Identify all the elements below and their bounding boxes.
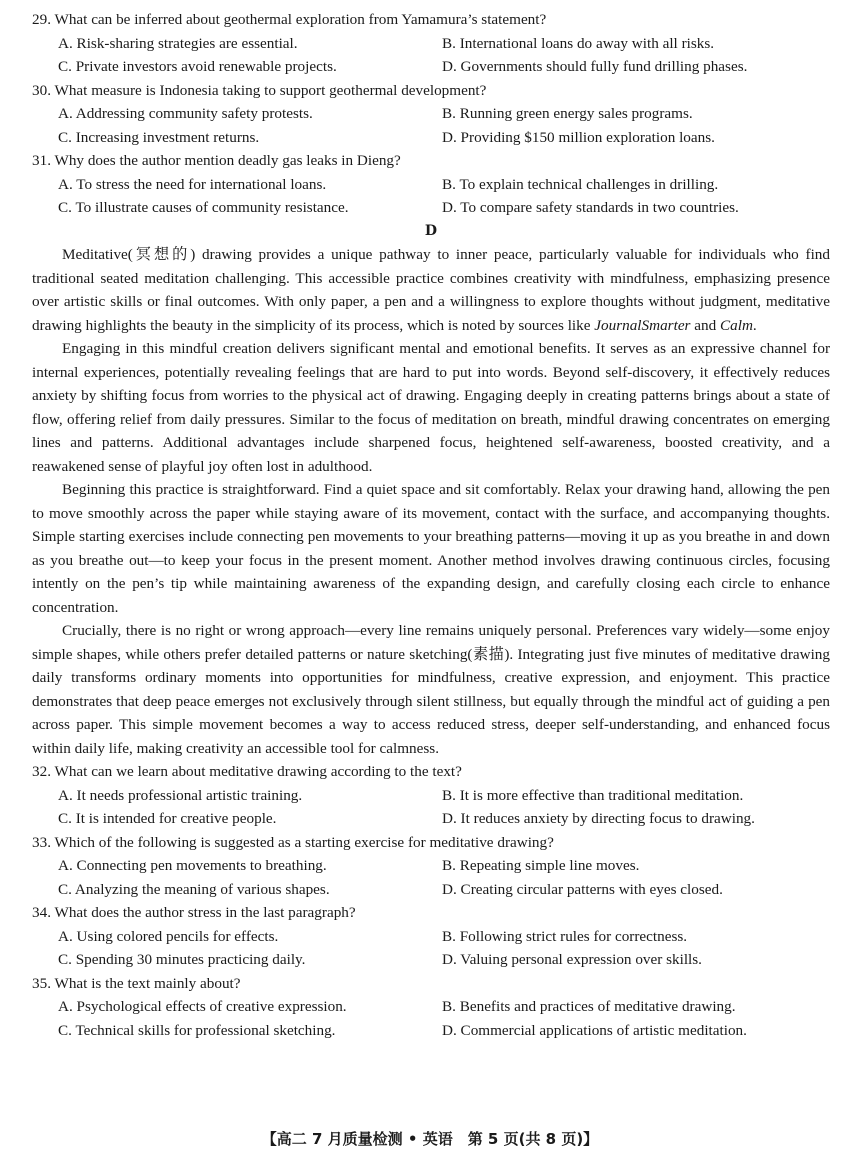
option: B. Repeating simple line moves.: [442, 857, 640, 874]
section-heading: D: [424, 222, 438, 239]
option: D. Governments should fully fund drilling phases.: [442, 58, 748, 75]
source-name: Calm: [720, 316, 753, 334]
question-31-options: [32, 173, 830, 220]
option: D. To compare safety standards in two countries.: [442, 199, 739, 216]
option: C. Private investors avoid renewable projects.: [58, 58, 337, 75]
paragraph-text: Meditative(冥想的) drawing provides a unique pathway to inner peace, particularly valuable for individuals who find traditional seated meditation challenging. This accessible practice combines creativity with mindfulness, emphasizing presence over artistic skills or final outcomes. With only paper, a pen and a willingness to explore thoughts without judgment, meditative drawing highlights the beauty in the simplicity of its process, which is noted by sources like: [32, 246, 830, 334]
option: B. To explain technical challenges in drilling.: [442, 175, 719, 193]
option: C. To illustrate causes of community resistance.: [58, 199, 349, 216]
option: D. Commercial applications of artistic meditation.: [442, 1021, 747, 1039]
source-name: JournalSmarter: [594, 316, 691, 334]
option: C. Analyzing the meaning of various shapes.: [58, 880, 330, 898]
question-34: 34. What does the author stress in the last paragraph?: [32, 904, 356, 921]
question-29-options: [32, 32, 830, 79]
exam-page: [32, 8, 830, 1042]
passage-paragraph-3: Beginning this practice is straightforward. Find a quiet space and sit comfortably. Relax your drawing hand, allowing the pen to move smoothly across the paper while staying aware of its movement, contact with the surface, and accompanying thoughts. Simple starting exercises include connecting pen movements to your breathing patterns—moving it up as you breathe in and down as you breathe out—to keep your focus in the present moment. Another method involves drawing continuous circles, focusing intently on the pen’s tip while maintaining awareness of the expanding design, and carefully closing each circle to enhance concentration.: [32, 481, 830, 616]
question-31: 31. Why does the author mention deadly gas leaks in Dieng?: [32, 152, 401, 169]
question-30: 30. What measure is Indonesia taking to support geothermal development?: [32, 81, 487, 99]
option: B. It is more effective than traditional meditation.: [442, 786, 744, 804]
passage-paragraph-2: Engaging in this mindful creation delivers significant mental and emotional benefits. It serves as an expressive channel for internal experiences, potentially revealing feelings that are hard to put into words. Beyond self-discovery, it effectively reduces anxiety by shifting focus from worries to the physical act of drawing. Engaging deeply in creating patterns brings about a state of flow, offering relief from daily pressures. Similar to the focus of meditation on breath, mindful drawing concentrates on emerging lines and patterns. Additional advantages include sharpened focus, heightened self-awareness, boosted creativity, and a reawakened sense of playful joy often lost in adulthood.: [32, 340, 830, 475]
option: C. It is intended for creative people.: [58, 810, 277, 827]
period: .: [752, 316, 757, 334]
option: A. Addressing community safety protests.: [58, 105, 313, 122]
option: D. Providing $150 million exploration loans.: [442, 128, 715, 146]
option: B. Benefits and practices of meditative drawing.: [442, 998, 736, 1015]
option: A. It needs professional artistic training.: [58, 786, 303, 804]
option: C. Spending 30 minutes practicing daily.: [58, 951, 306, 968]
option: C. Technical skills for professional sketching.: [58, 1021, 336, 1039]
page-footer: 【高二 7 月质量检测 • 英语 第 5 页(共 8 页)】: [261, 1130, 599, 1148]
conjunction: and: [690, 316, 720, 334]
passage-paragraph-1: [32, 243, 830, 337]
option: D. It reduces anxiety by directing focus to drawing.: [442, 810, 755, 827]
option: D. Valuing personal expression over skills.: [442, 951, 702, 968]
option: A. Connecting pen movements to breathing.: [58, 857, 327, 874]
question-35-options: [32, 995, 830, 1042]
question-30-options: [32, 102, 830, 149]
question-33-options: [32, 854, 830, 901]
option: D. Creating circular patterns with eyes closed.: [442, 880, 723, 898]
question-33: 33. Which of the following is suggested as a starting exercise for meditative drawing?: [32, 833, 554, 851]
question-32: 32. What can we learn about meditative drawing according to the text?: [32, 763, 462, 780]
option: A. Using colored pencils for effects.: [58, 927, 279, 945]
question-32-options: [32, 784, 830, 831]
option: B. Running green energy sales programs.: [442, 105, 693, 122]
passage-paragraph-4: Crucially, there is no right or wrong approach—every line remains uniquely personal. Preferences vary widely—some enjoy simple shapes, while others prefer detailed patterns or nature sketching(素描). Integrating just five minutes of meditative drawing daily transforms ordinary moments into opportunities for mindfulness, creative expression, and enjoyment. This practice demonstrates that deep peace emerges not exclusively through silent stillness, but equally through the mindful act of guiding a pen across paper. This simple movement becomes a way to access reduced stress, deeper self-understanding, and enhanced focus within daily life, making creativity an accessible tool for calmness.: [32, 622, 830, 757]
option: B. Following strict rules for correctness.: [442, 927, 688, 945]
option: A. Psychological effects of creative expression.: [58, 998, 347, 1015]
question-34-options: [32, 925, 830, 972]
question-29: 29. What can be inferred about geothermal exploration from Yamamura’s statement?: [32, 11, 547, 28]
option: B. International loans do away with all risks.: [442, 34, 715, 52]
option: C. Increasing investment returns.: [58, 128, 260, 146]
question-35: 35. What is the text mainly about?: [32, 974, 241, 992]
option: A. To stress the need for international loans.: [58, 175, 327, 193]
option: A. Risk-sharing strategies are essential.: [58, 34, 298, 52]
